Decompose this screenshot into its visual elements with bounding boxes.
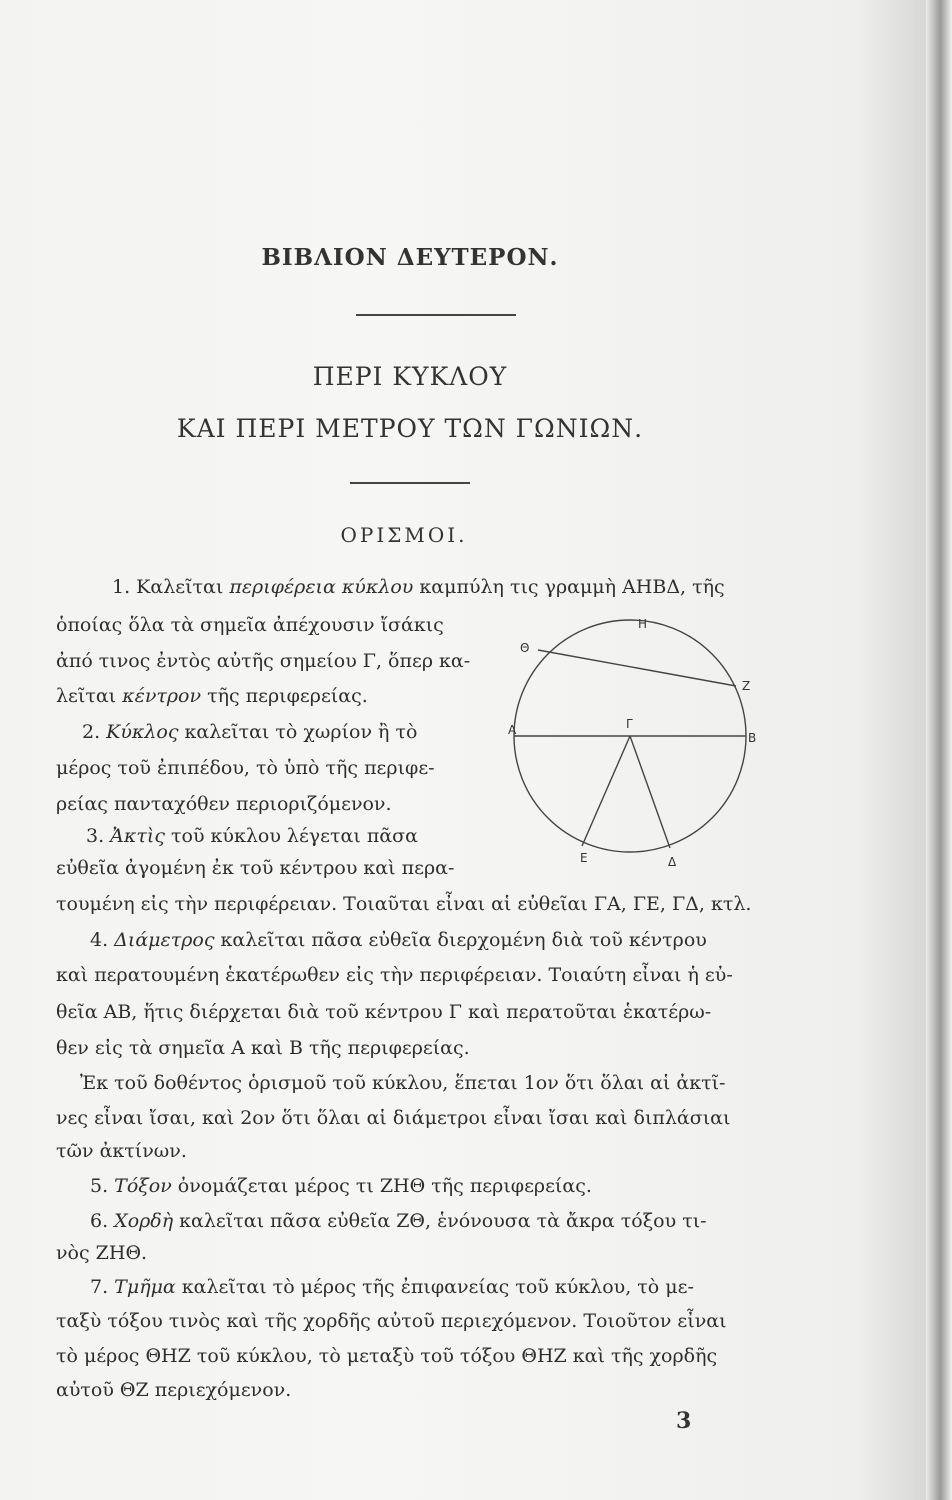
page-number: 3: [676, 1408, 692, 1434]
label-H: Η: [638, 617, 648, 631]
text-line: λεῖται κέντρον τῆς περιφερείας.: [56, 685, 368, 707]
text-line: 2. Κύκλος καλεῖται τὸ χωρίον ἢ τὸ: [82, 721, 418, 743]
label-Z: Ζ: [742, 679, 751, 693]
text-line: 7. Τμῆμα καλεῖται τὸ μέρος τῆς ἐπιφανείας τοῦ κύκλου, τὸ με-: [90, 1276, 694, 1298]
label-G: Γ: [626, 717, 633, 731]
radius-GE: [582, 736, 630, 846]
title-rule: [356, 314, 516, 316]
text-line: τῶν ἀκτίνων.: [56, 1140, 187, 1162]
text-line: μέρος τοῦ ἐπιπέδου, τὸ ὑπὸ τῆς περιφε-: [56, 757, 435, 779]
chapter-heading-line2: ΚΑΙ ΠΕΡΙ ΜΕΤΡΟΥ ΤΩΝ ΓΩΝΙΩΝ.: [176, 414, 644, 443]
text-line: ταξὺ τόξου τινὸς καὶ τῆς χορδῆς αὐτοῦ περιεχόμενον. Τοιοῦτον εἶναι: [56, 1310, 727, 1332]
text-line: 1. Καλεῖται περιφέρεια κύκλου καμπύλη τις γραμμὴ ΑΗΒΔ, τῆς: [112, 576, 725, 598]
text-line: 6. Χορδὴ καλεῖται πᾶσα εὐθεῖα ΖΘ, ἑνόνουσα τὰ ἄκρα τόξου τι-: [90, 1210, 707, 1232]
text-line: νες εἶναι ἴσαι, καὶ 2ον ὅτι ὅλαι αἱ διάμετροι εἶναι ἴσαι καὶ διπλάσιαι: [56, 1107, 731, 1129]
text-line: αὐτοῦ ΘΖ περιεχόμενον.: [56, 1379, 292, 1401]
text-line: νὸς ΖΗΘ.: [56, 1242, 148, 1264]
radius-GD: [630, 736, 670, 848]
label-D: Δ: [668, 855, 677, 869]
text-line: Ἐκ τοῦ δοθέντος ὁρισμοῦ τοῦ κύκλου, ἕπεται 1ον ὅτι ὅλαι αἱ ἀκτῖ-: [80, 1072, 726, 1094]
chord-ThetaZ: [538, 650, 736, 686]
text-line: 4. Διάμετρος καλεῖται πᾶσα εὐθεῖα διερχομένη διὰ τοῦ κέντρου: [90, 929, 707, 951]
label-A: Α: [508, 723, 517, 737]
label-Theta: Θ: [520, 641, 530, 655]
chapter-heading-line1: ΠΕΡΙ ΚΥΚΛΟΥ: [312, 362, 508, 391]
text-line: εὐθεῖα ἀγομένη ἐκ τοῦ κέντρου καὶ περα-: [56, 857, 455, 879]
text-line: ὁποίας ὅλα τὰ σημεῖα ἀπέχουσιν ἴσάκις: [56, 614, 444, 636]
circle-diagram: [500, 610, 776, 870]
label-E: Ε: [580, 851, 588, 865]
text-line: ρείας πανταχόθεν περιοριζόμενον.: [56, 793, 392, 815]
text-line: τουμένη εἰς τὴν περιφέρειαν. Τοιαῦται εἶναι αἱ εὐθεῖαι ΓΑ, ΓΕ, ΓΔ, κτλ.: [56, 893, 752, 915]
book-title: ΒΙΒΛΙΟΝ ΔΕΥΤΕΡΟΝ.: [261, 244, 559, 271]
definitions-heading: ΟΡΙΣΜΟΙ.: [340, 523, 468, 547]
text-line: ἀπό τινος ἐντὸς αὐτῆς σημείου Γ, ὅπερ κα-: [56, 650, 471, 672]
text-line: 3. Ἀκτὶς τοῦ κύκλου λέγεται πᾶσα: [86, 825, 418, 847]
text-line: τὸ μέρος ΘΗΖ τοῦ κύκλου, τὸ μεταξὺ τοῦ τόξου ΘΗΖ καὶ τῆς χορδῆς: [56, 1345, 718, 1367]
page-gutter: [926, 0, 952, 1500]
heading-rule: [350, 482, 470, 484]
text-line: καὶ περατουμένη ἑκατέρωθεν εἰς τὴν περιφέρειαν. Τοιαύτη εἶναι ἡ εὐ-: [56, 964, 733, 986]
text-line: θεν εἰς τὰ σημεῖα Α καὶ Β τῆς περιφερείας.: [56, 1037, 470, 1059]
label-B: Β: [748, 731, 757, 745]
text-line: 5. Τόξον ὀνομάζεται μέρος τι ΖΗΘ τῆς περιφερείας.: [90, 1175, 592, 1197]
text-line: θεῖα ΑΒ, ἥτις διέρχεται διὰ τοῦ κέντρου Γ καὶ περατοῦται ἑκατέρω-: [56, 1001, 712, 1023]
